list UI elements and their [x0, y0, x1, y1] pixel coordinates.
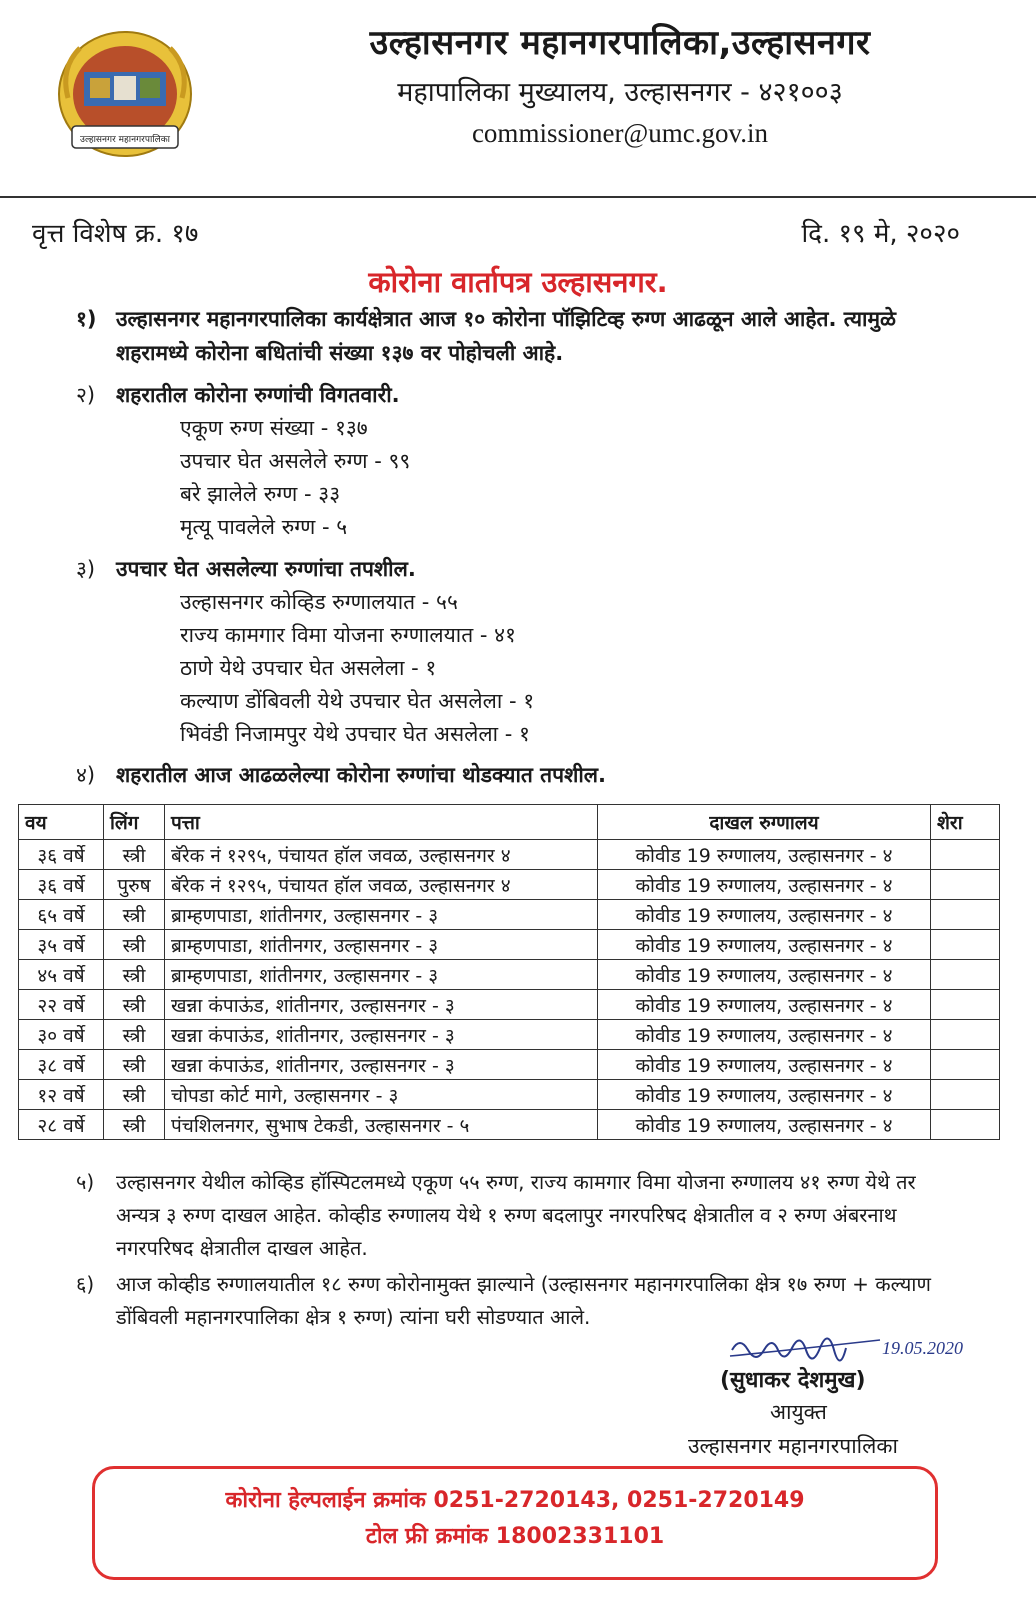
cases-table-wrapper — [18, 804, 1000, 1140]
list-item: भिवंडी निजामपुर येथे उपचार घेत असलेला - १ — [180, 722, 530, 746]
case-breakdown-list — [180, 412, 410, 544]
paragraph-3: ३) उपचार घेत असलेल्या रुग्णांचा तपशील. — [76, 552, 956, 586]
paragraph-1-text: उल्हासनगर महानगरपालिका कार्यक्षेत्रात आज १० कोरोना पॉझिटिव्ह रुग्ण आढळून आले आहेत. त्यामुळे शहरामध्ये कोरोना बधितांची संख्या १३७ वर पोहोचली आहे. — [116, 307, 896, 365]
list-item: उल्हासनगर कोव्हिड रुग्णालयात - ५५ — [180, 590, 458, 614]
list-item: मृत्यू पावलेले रुग्ण - ५ — [180, 515, 348, 539]
paragraph-2: २) शहरातील कोरोना रुग्णांची विगतवारी. — [76, 378, 956, 412]
col-address: पत्ता — [165, 805, 598, 840]
list-item: बरे झालेले रुग्ण - ३३ — [180, 482, 341, 506]
signatory-organisation: उल्हासनगर महानगरपालिका — [688, 1434, 898, 1458]
paragraph-4-heading: शहरातील आज आढळलेल्या कोरोना रुग्णांचा थोडक्यात तपशील. — [116, 763, 607, 787]
org-email: commissioner@umc.gov.in — [471, 118, 769, 148]
cases-table — [18, 804, 1000, 1140]
signatory-name: (सुधाकर देशमुख) — [720, 1368, 866, 1393]
table-row: ३८ वर्षे स्त्री खन्ना कंपाऊंड, शांतीनगर, उल्हासनगर - ३ कोवीड 19 रुग्णालय, उल्हासनगर - ४ — [19, 1050, 1000, 1080]
issue-date: दि. १९ मे, २०२० — [801, 219, 960, 249]
logo-caption: उल्हासनगर महानगरपालिका — [80, 135, 170, 145]
bulletin-title: कोरोना वार्तापत्र उल्हासनगर. — [368, 265, 668, 299]
paragraph-4: ४) शहरातील आज आढळलेल्या कोरोना रुग्णांचा थोडक्यात तपशील. — [76, 758, 956, 792]
org-title: उल्हासनगर महानगरपालिका,उल्हासनगर — [369, 23, 871, 63]
paragraph-3-heading: उपचार घेत असलेल्या रुग्णांचा तपशील. — [116, 557, 416, 581]
treatment-list — [180, 586, 534, 751]
table-row: ३६ वर्षे स्त्री बॅरेक नं १२९५, पंचायत हॉल जवळ, उल्हासनगर ४ कोवीड 19 रुग्णालय, उल्हासनगर - ४ — [19, 840, 1000, 870]
org-address: महापालिका मुख्यालय, उल्हासनगर - ४२१००३ — [397, 77, 843, 108]
col-remarks: शेरा — [931, 805, 1000, 840]
table-row: ३६ वर्षे पुरुष बॅरेक नं १२९५, पंचायत हॉल जवळ, उल्हासनगर ४ कोवीड 19 रुग्णालय, उल्हासनगर - ४ — [19, 870, 1000, 900]
list-item: राज्य कामगार विमा योजना रुग्णालयात - ४१ — [180, 623, 516, 647]
reference-number: वृत्त विशेष क्र. १७ — [32, 219, 199, 249]
paragraph-2-heading: शहरातील कोरोना रुग्णांची विगतवारी. — [116, 383, 400, 407]
table-row: २८ वर्षे स्त्री पंचशिलनगर, सुभाष टेकडी, उल्हासनगर - ५ कोवीड 19 रुग्णालय, उल्हासनगर - ४ — [19, 1110, 1000, 1140]
col-gender: लिंग — [104, 805, 165, 840]
table-row: ६५ वर्षे स्त्री ब्राम्हणपाडा, शांतीनगर, उल्हासनगर - ३ कोवीड 19 रुग्णालय, उल्हासनगर - ४ — [19, 900, 1000, 930]
umc-emblem-logo — [50, 28, 200, 166]
table-row: ४५ वर्षे स्त्री ब्राम्हणपाडा, शांतीनगर, उल्हासनगर - ३ कोवीड 19 रुग्णालय, उल्हासनगर - ४ — [19, 960, 1000, 990]
paragraph-5-text: उल्हासनगर येथील कोव्हिड हॉस्पिटलमध्ये एकूण ५५ रुग्ण, राज्य कामगार विमा योजना रुग्णालय ४१ रुग्ण येथे तर अन्यत्र ३ रुग्ण दाखल आहेत. कोव्हीड रुग्णालय येथे १ रुग्ण बदलापुर नगरपरिषद क्षेत्रातील व २ रुग्ण अंबरनाथ नगरपरिषद क्षेत्रातील दाखल आहेत. — [116, 1170, 916, 1260]
paragraph-6-text: आज कोव्हीड रुग्णालयातील १८ रुग्ण कोरोनामुक्त झाल्याने (उल्हासनगर महानगरपालिका क्षेत्र १७ रुग्ण + कल्याण डोंबिवली महानगरपालिका क्षेत्र १ रुग्ण) त्यांना घरी सोडण्यात आले. — [116, 1272, 931, 1329]
col-hospital: दाखल रुग्णालय — [598, 805, 931, 840]
paragraph-6: ६) आज कोव्हीड रुग्णालयातील १८ रुग्ण कोरोनामुक्त झाल्याने (उल्हासनगर महानगरपालिका क्षेत्र १७ रुग्ण + कल्याण डोंबिवली महानगरपालिका क्षेत्र १ रुग्ण) त्यांना घरी सोडण्यात आले. — [76, 1268, 956, 1334]
signature-date: 19.05.2020 — [882, 1338, 963, 1358]
list-item: कल्याण डोंबिवली येथे उपचार घेत असलेला - १ — [180, 689, 535, 713]
table-row: २२ वर्षे स्त्री खन्ना कंपाऊंड, शांतीनगर, उल्हासनगर - ३ कोवीड 19 रुग्णालय, उल्हासनगर - ४ — [19, 990, 1000, 1020]
signatory-designation: आयुक्त — [770, 1400, 827, 1424]
toll-free-number: टोल फ्री क्रमांक 18002331101 — [365, 1524, 665, 1549]
table-header-row — [19, 805, 1000, 840]
list-item: उपचार घेत असलेले रुग्ण - ९९ — [180, 449, 411, 473]
col-age: वय — [19, 805, 104, 840]
helpline-numbers: कोरोना हेल्पलाईन क्रमांक 0251-2720143, 0251-2720149 — [225, 1488, 805, 1513]
header-divider — [0, 196, 1036, 198]
list-item: ठाणे येथे उपचार घेत असलेला - १ — [180, 656, 437, 680]
table-row: ३५ वर्षे स्त्री ब्राम्हणपाडा, शांतीनगर, उल्हासनगर - ३ कोवीड 19 रुग्णालय, उल्हासनगर - ४ — [19, 930, 1000, 960]
paragraph-1: १) उल्हासनगर महानगरपालिका कार्यक्षेत्रात आज १० कोरोना पॉझिटिव्ह रुग्ण आढळून आले आहेत. त्यामुळे शहरामध्ये कोरोना बधितांची संख्या १३७ वर पोहोचली आहे. — [76, 302, 956, 370]
paragraph-5: ५) उल्हासनगर येथील कोव्हिड हॉस्पिटलमध्ये एकूण ५५ रुग्ण, राज्य कामगार विमा योजना रुग्णालय ४१ रुग्ण येथे तर अन्यत्र ३ रुग्ण दाखल आहेत. कोव्हीड रुग्णालय येथे १ रुग्ण बदलापुर नगरपरिषद क्षेत्रातील व २ रुग्ण अंबरनाथ नगरपरिषद क्षेत्रातील दाखल आहेत. — [76, 1166, 956, 1265]
list-item: एकूण रुग्ण संख्या - १३७ — [180, 416, 368, 440]
table-row: १२ वर्षे स्त्री चोपडा कोर्ट मागे, उल्हासनगर - ३ कोवीड 19 रुग्णालय, उल्हासनगर - ४ — [19, 1080, 1000, 1110]
table-row: ३० वर्षे स्त्री खन्ना कंपाऊंड, शांतीनगर, उल्हासनगर - ३ कोवीड 19 रुग्णालय, उल्हासनगर - ४ — [19, 1020, 1000, 1050]
